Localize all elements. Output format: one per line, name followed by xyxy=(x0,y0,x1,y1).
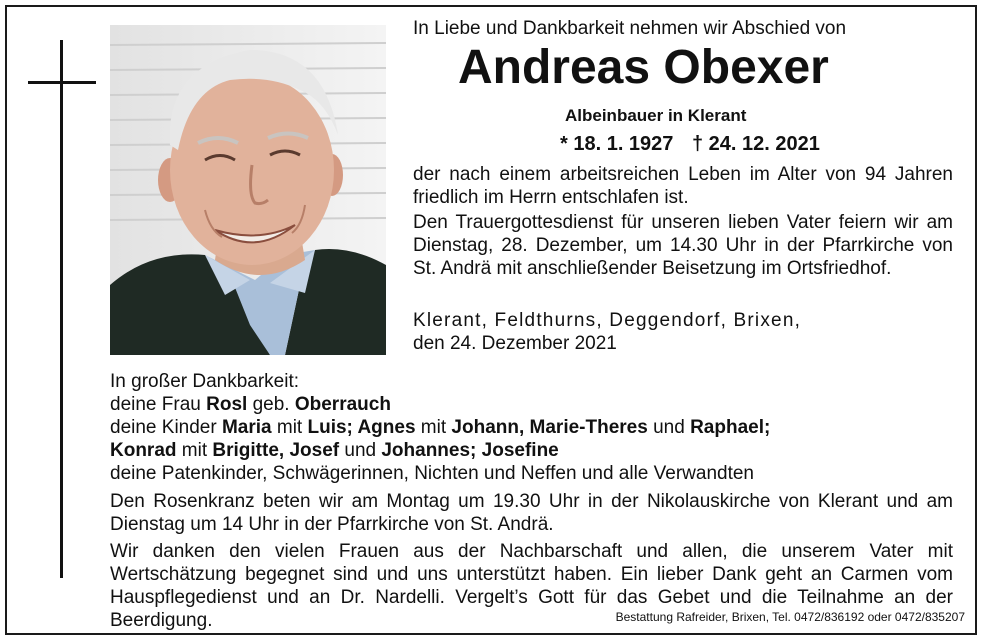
cross-icon-vertical xyxy=(60,40,63,578)
place-date xyxy=(413,309,801,355)
death-date: † 24. 12. 2021 xyxy=(692,133,820,155)
wife-maiden-name: Oberrauch xyxy=(294,394,391,415)
child-name: Luis; Agnes xyxy=(307,417,416,438)
occupation: Albeinbauer in Klerant xyxy=(565,106,747,125)
portrait-photo xyxy=(110,25,386,355)
children-line xyxy=(110,416,953,439)
birth-date: * 18. 1. 1927 xyxy=(560,133,674,155)
relatives-line: deine Patenkinder, Schwägerinnen, Nichten und Neffen und alle Verwandten xyxy=(110,463,754,484)
children-text: mit xyxy=(415,417,452,438)
intro-line: In Liebe und Dankbarkeit nehmen wir Abschied von xyxy=(413,18,847,39)
rosary-paragraph: Den Rosenkranz beten wir am Montag um 19.30 Uhr in der Nikolauskirche von Klerant und am Dienstag um 14 Uhr in der Pfarrkirche von St. Andrä. xyxy=(110,491,953,535)
wife-text: geb. xyxy=(247,394,295,415)
child-name: Konrad xyxy=(110,440,177,461)
deceased-name: Andreas Obexer xyxy=(458,41,829,94)
mourners-heading: In großer Dankbarkeit: xyxy=(110,371,300,392)
child-name: Raphael; xyxy=(690,417,771,438)
cross-icon-horizontal xyxy=(28,81,96,84)
thanks-paragraph: Wir danken den vielen Frauen aus der Nachbarschaft und allen, die unserem Vater mit Wertschätzung begegnet sind und uns unterstützt haben. Ein lieber Dank geht an Carmen vom Hauspflegedienst und an Dr. Nardelli. Vergelt’s Gott für das Gebet und die Teilnahme an der Beerdigung. xyxy=(110,541,953,631)
wife-name: Rosl xyxy=(206,394,248,415)
children-text: mit xyxy=(176,440,213,461)
service-paragraph: Den Trauergottesdienst für unseren lieben Vater feiern wir am Dienstag, 28. Dezember, um 14.30 Uhr in der Pfarrkirche von St. Andrä mit anschließender Beisetzung im Ortsfriedhof. xyxy=(413,212,953,279)
child-name: Maria xyxy=(221,417,272,438)
life-paragraph: der nach einem arbeitsreichen Leben im Alter von 94 Jahren friedlich im Herrn entschlafen ist. xyxy=(413,164,953,208)
child-name: Johannes; Josefine xyxy=(381,440,559,461)
children-text: und xyxy=(339,440,382,461)
children-lines xyxy=(110,416,953,462)
child-name: Johann, Marie-Theres xyxy=(451,417,648,438)
children-text: mit xyxy=(271,417,308,438)
places-line: Klerant, Feldthurns, Deggendorf, Brixen, xyxy=(413,310,802,331)
child-name: Brigitte, Josef xyxy=(212,440,340,461)
children-text: deine Kinder xyxy=(110,417,222,438)
children-line xyxy=(110,439,953,462)
funeral-home: Bestattung Rafreider, Brixen, Tel. 0472/836192 oder 0472/835207 xyxy=(615,610,965,624)
wife-text: deine Frau xyxy=(110,394,207,415)
children-text: und xyxy=(647,417,691,438)
wife-line xyxy=(110,393,953,416)
date-line: den 24. Dezember 2021 xyxy=(413,333,617,354)
